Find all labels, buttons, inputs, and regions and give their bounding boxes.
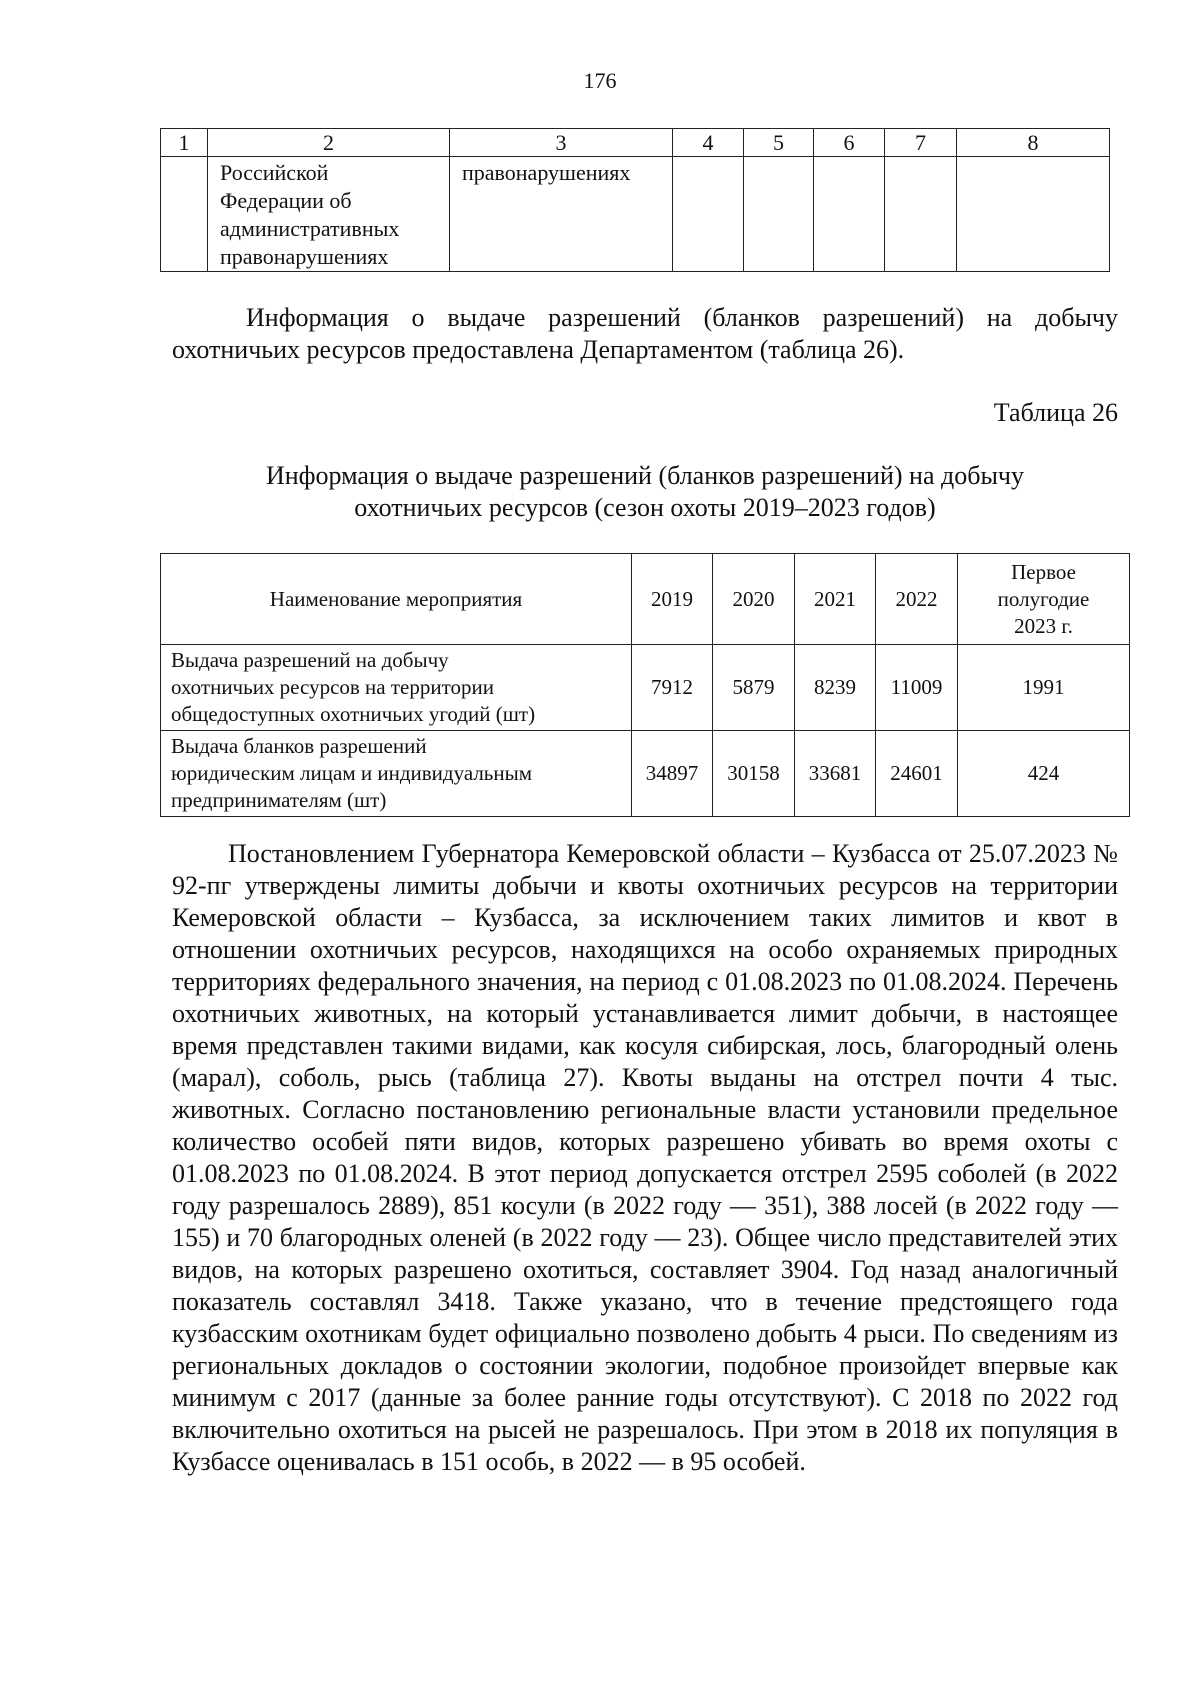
value-2019: 34897 xyxy=(632,731,713,817)
header-2023-first-half xyxy=(958,554,1130,645)
table-cell xyxy=(208,157,450,272)
cell-line: Федерации об xyxy=(220,188,352,213)
header-2021: 2021 xyxy=(795,554,876,645)
permits-table xyxy=(160,553,1130,817)
cell-line: Российской xyxy=(220,160,329,185)
table-row xyxy=(161,157,1110,272)
header-line: полугодие xyxy=(997,586,1090,611)
col-header-5: 5 xyxy=(744,129,814,157)
table-cell xyxy=(744,157,814,272)
value-2023: 1991 xyxy=(958,645,1130,731)
caption-line: охотничьих ресурсов (сезон охоты 2019–2023 годов) xyxy=(354,493,936,522)
table-row xyxy=(161,731,1130,817)
header-2020: 2020 xyxy=(713,554,795,645)
row-name-line: Выдача бланков разрешений xyxy=(171,734,427,758)
continuation-table xyxy=(160,128,1110,272)
row-name xyxy=(161,731,632,817)
row-name-line: Выдача разрешений на добычу xyxy=(171,648,449,672)
cell-text: правонарушениях xyxy=(462,160,631,185)
col-header-1: 1 xyxy=(161,129,208,157)
col-header-3: 3 xyxy=(450,129,673,157)
table-caption xyxy=(172,460,1118,524)
col-header-2: 2 xyxy=(208,129,450,157)
col-header-6: 6 xyxy=(814,129,885,157)
row-name-line: предпринимателям (шт) xyxy=(171,788,387,812)
table-cell xyxy=(885,157,957,272)
header-name: Наименование мероприятия xyxy=(161,554,632,645)
header-line: Первое xyxy=(1011,559,1076,584)
value-2020: 5879 xyxy=(713,645,795,731)
row-name xyxy=(161,645,632,731)
page-number: 176 xyxy=(583,68,617,93)
continuation-table-header-row xyxy=(161,129,1110,157)
table-cell xyxy=(450,157,673,272)
row-name-line: общедоступных охотничьих угодий (шт) xyxy=(171,702,536,726)
col-header-4: 4 xyxy=(673,129,744,157)
header-line: 2023 г. xyxy=(1014,613,1073,638)
body-paragraph: Постановлением Губернатора Кемеровской области – Кузбасса от 25.07.2023 № 92-пг утверждены лимиты добычи и квоты охотничьих ресурсов на территории Кемеровской области – Кузбасса, за исключением таких лимитов и квот в отношении охотничьих ресурсов, находящихся на особо охраняемых природных территориях федерального значения, на период с 01.08.2023 по 01.08.2024. Перечень охотничьих животных, на который устанавливается лимит добычи, в настоящее время представлен такими видами, как косуля сибирская, лось, благородный олень (марал), соболь, рысь (таблица 27). Квоты выданы на отстрел почти 4 тыс. животных. Согласно постановлению региональные власти установили предельное количество особей пяти видов, которых разрешено убивать во время охоты с 01.08.2023 по 01.08.2024. В этот период допускается отстрел 2595 соболей (в 2022 году разрешалось 2889), 851 косули (в 2022 году — 351), 388 лосей (в 2022 году — 155) и 70 благородных оленей (в 2022 году — 23). Общее число представителей этих видов, на которых разрешено охотиться, составляет 3904. Год назад аналогичный показатель составлял 3418. Также указано, что в течение предстоящего года кузбасским охотникам будет официально позволено добыть 4 рыси. По сведениям из региональных докладов о состоянии экологии, подобное произойдет впервые как минимум с 2017 (данные за более ранние годы отсутствуют). С 2018 по 2022 год включительно охотиться на рысей не разрешалось. При этом в 2018 их популяция в Кузбассе оценивалась в 151 особь, в 2022 — в 95 особей. xyxy=(172,839,1118,1476)
table-cell xyxy=(957,157,1110,272)
value-2022: 11009 xyxy=(876,645,958,731)
intro-paragraph: Информация о выдаче разрешений (бланков разрешений) на добычу охотничьих ресурсов предоставлена Департаментом (таблица 26). xyxy=(172,303,1118,364)
permits-table-header-row xyxy=(161,554,1130,645)
row-name-line: охотничьих ресурсов на территории xyxy=(171,675,494,699)
row-name-line: юридическим лицам и индивидуальным xyxy=(171,761,533,785)
col-header-7: 7 xyxy=(885,129,957,157)
value-2020: 30158 xyxy=(713,731,795,817)
value-2021: 33681 xyxy=(795,731,876,817)
value-2021: 8239 xyxy=(795,645,876,731)
value-2023: 424 xyxy=(958,731,1130,817)
header-2019: 2019 xyxy=(632,554,713,645)
cell-line: правонарушениях xyxy=(220,244,389,269)
header-2022: 2022 xyxy=(876,554,958,645)
table-row xyxy=(161,645,1130,731)
cell-line: административных xyxy=(220,216,400,241)
col-header-8: 8 xyxy=(957,129,1110,157)
value-2019: 7912 xyxy=(632,645,713,731)
table-label: Таблица 26 xyxy=(993,398,1118,427)
value-2022: 24601 xyxy=(876,731,958,817)
caption-line: Информация о выдаче разрешений (бланков разрешений) на добычу xyxy=(265,461,1024,490)
table-cell xyxy=(673,157,744,272)
table-cell xyxy=(161,157,208,272)
table-cell xyxy=(814,157,885,272)
